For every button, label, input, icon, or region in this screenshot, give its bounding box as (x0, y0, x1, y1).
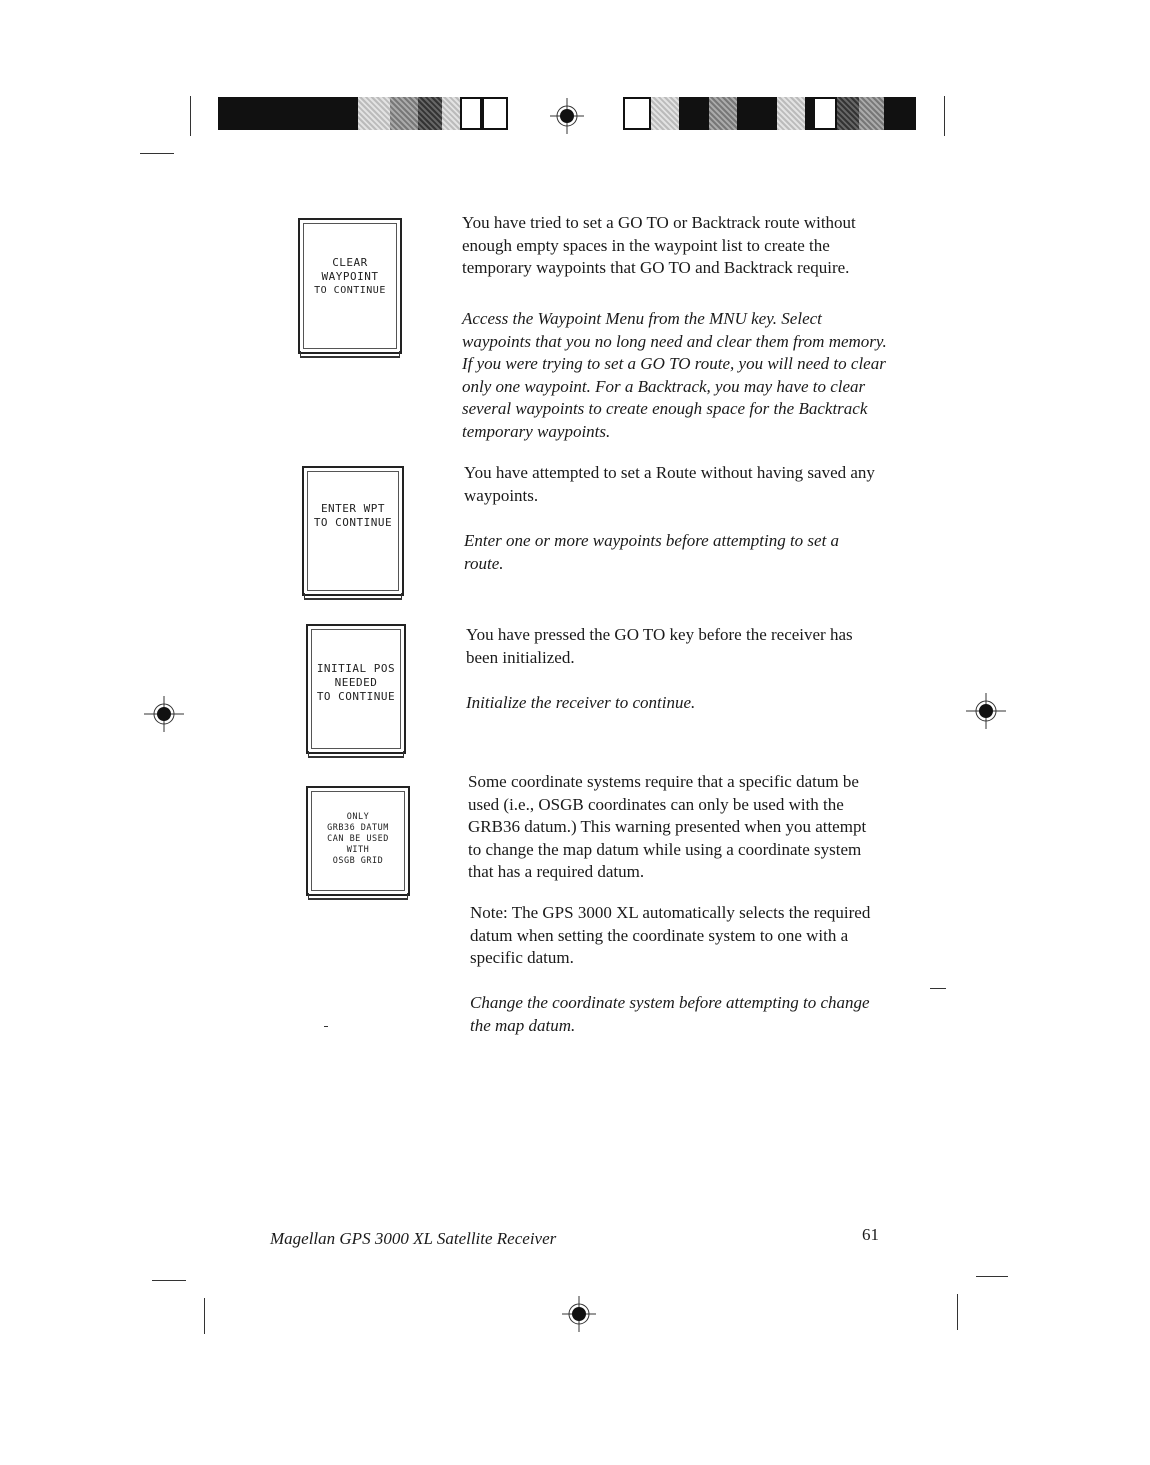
footer-title: Magellan GPS 3000 XL Satellite Receiver (270, 1229, 557, 1248)
lcd-line: GRB36 DATUM (327, 823, 389, 833)
registration-bar-left (218, 97, 508, 130)
message-note: Note: The GPS 3000 XL automatically selects the required datum when setting the coordinate system to one with a specific datum. (470, 903, 871, 967)
lcd-line: TO CONTINUE (314, 285, 386, 296)
page-number: 61 (862, 1225, 879, 1244)
crop-mark (957, 1294, 958, 1330)
registration-bar-right (623, 97, 916, 130)
lcd-line: CLEAR (332, 256, 368, 269)
lcd-line: TO CONTINUE (316, 690, 396, 703)
message-description: Some coordinate systems require that a specific datum be used (i.e., OSGB coordinates can only be used with the GRB36 datum.) This warning presented when you attempt to change the map datum while using a coordinate system that has a required datum. (468, 772, 867, 881)
lcd-screen-enter-wpt (302, 466, 404, 596)
crop-mark (204, 1298, 205, 1334)
message-description: You have pressed the GO TO key before the receiver has been initialized. (466, 625, 853, 667)
stray-mark (930, 988, 946, 989)
message-action: Enter one or more waypoints before attempting to set a route. (464, 531, 840, 573)
crop-mark (190, 96, 191, 136)
registration-target-icon (550, 98, 584, 134)
lcd-line: INITIAL POS (316, 662, 396, 675)
lcd-line: ONLY (346, 812, 370, 822)
crop-mark (140, 153, 174, 154)
lcd-line: WAYPOINT (321, 270, 379, 283)
crop-mark (976, 1276, 1008, 1277)
stray-mark (324, 1026, 328, 1027)
lcd-line: OSGB GRID (332, 856, 384, 866)
registration-target-icon (562, 1296, 596, 1332)
message-action: Access the Waypoint Menu from the MNU key. Select waypoints that you no long need and clear them from memory. If you were trying to set a GO TO route, you will need to clear only one waypoint. For a Backtrack, you may have to clear several waypoints to create enough space for the Backtrack temporary waypoints. (462, 309, 887, 441)
lcd-line: TO CONTINUE (313, 516, 393, 529)
lcd-screen-clear-waypoint (298, 218, 402, 354)
registration-target-icon (144, 696, 184, 732)
crop-mark (944, 96, 945, 136)
lcd-screen-only-grb36 (306, 786, 410, 896)
lcd-screen-initial-pos (306, 624, 406, 754)
lcd-line: NEEDED (334, 676, 378, 689)
lcd-line: ENTER WPT (320, 502, 386, 515)
crop-mark (152, 1280, 186, 1281)
lcd-line: WITH (346, 845, 370, 855)
message-action: Initialize the receiver to continue. (466, 693, 696, 712)
lcd-line: CAN BE USED (327, 834, 389, 844)
message-action: Change the coordinate system before attempting to change the map datum. (470, 993, 870, 1035)
message-description: You have tried to set a GO TO or Backtrack route without enough empty spaces in the waypoint list to create the temporary waypoints that GO TO and Backtrack require. (462, 213, 856, 277)
message-description: You have attempted to set a Route without having saved any waypoints. (464, 463, 875, 505)
registration-target-icon (966, 693, 1006, 729)
